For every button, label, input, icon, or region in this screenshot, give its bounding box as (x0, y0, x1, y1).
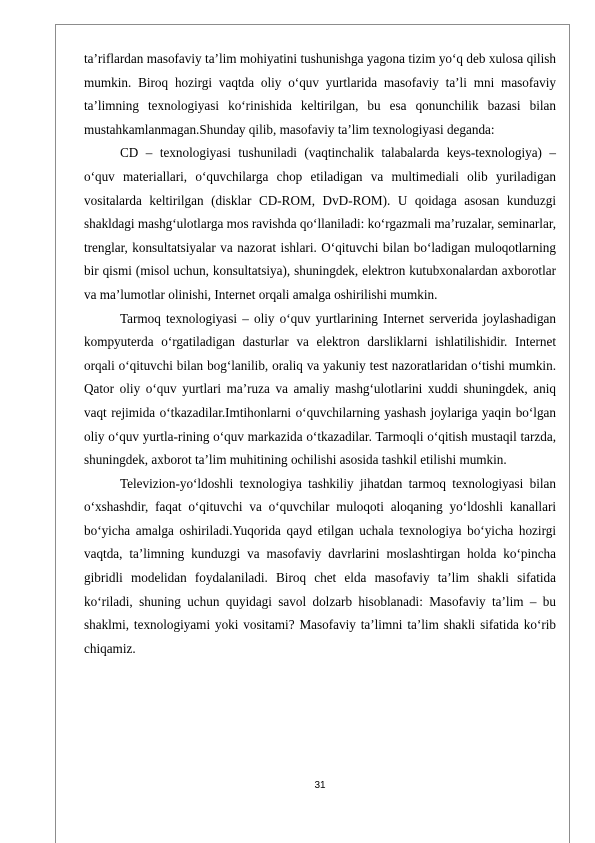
paragraph-intro-conclusion: ta’riflardan masofaviy ta’lim mohiyatini tushunishga yagona tizim yo‘q deb xulosa qilish mumkin. Biroq hozirgi vaqtda oliy o‘quv yurtlarida masofaviy ta’li mni masofaviy ta’limning texnologiyasi ko‘rinishida keltirilgan, bu esa qonunchilik bazasi bilan mustahkamlanmagan.Shunday qilib, masofaviy ta’lim texnologiyasi deganda: (84, 51, 556, 137)
page-number: 31 (314, 780, 326, 791)
document-body (84, 47, 556, 660)
paragraph-cd-technology: CD – texnologiyasi tushuniladi (vaqtinchalik talabalarda keys-texnologiya) – o‘quv materiallari, o‘quvchilarga chop etiladigan va multimediali olib yuriladigan vositalarda keltirilgan (disklar CD-ROM, DvD-ROM). U qoidaga asosan kunduzgi shakldagi mashg‘ulotlarga mos ravishda qo‘llaniladi: ko‘rgazmali ma’ruzalar, seminarlar, trenglar, konsultatsiyalar va nazorat ishlari. O‘qituvchi bilan bo‘ladigan muloqotlarning bir qismi (misol uchun, konsultatsiya), shuningdek, elektron kutubxonalardan axborotlar va ma’lumotlar olinishi, Internet orqali amalga oshirilishi mumkin. (84, 145, 556, 302)
paragraph-satellite-technology: Televizion-yo‘ldoshli texnologiya tashkiliy jihatdan tarmoq texnologiyasi bilan o‘xshashdir, faqat o‘qituvchi va o‘quvchilar muloqoti aloqaning yo‘ldoshli kanallari bo‘yicha amalga oshiriladi.Yuqorida qayd etilgan uchala texnologiya bo‘yicha hozirgi vaqtda, ta’limning kunduzgi va masofaviy davrlarini moslashtirgan holda ko‘pincha gibridli modelidan foydalaniladi. Biroq chet elda masofaviy ta’lim shakli sifatida ko‘riladi, shuning uchun quyidagi savol dolzarb hisoblanadi: Masofaviy ta’lim – bu shaklmi, texnologiyami yoki vositami? Masofaviy ta’limni ta’lim shakli sifatida ko‘rib chiqamiz. (84, 475, 556, 656)
paragraph-network-technology: Tarmoq texnologiyasi – oliy o‘quv yurtlarining Internet serverida joylashadigan kompyuterda o‘rgatiladigan dasturlar va elektron darsliklarni ishlatilishidir. Internet orqali o‘qituvchi bilan bog‘lanilib, oraliq va yakuniy test nazoratlaridan o‘tishi mumkin. Qator oliy o‘quv yurtlari ma’ruza va amaliy mashg‘ulotlarini xuddi shuningdek, aniq vaqt rejimida o‘tkazadilar.Imtihonlarni o‘quvchilarning yashash joylariga yaqin bo‘lgan oliy o‘quv yurtla-rining o‘quv markazida o‘tkazadilar. Tarmoqli o‘qitish mustaqil tarzda, shuningdek, axborot ta’lim muhitining ochilishi asosida tashkil etilishi mumkin. (84, 310, 556, 468)
